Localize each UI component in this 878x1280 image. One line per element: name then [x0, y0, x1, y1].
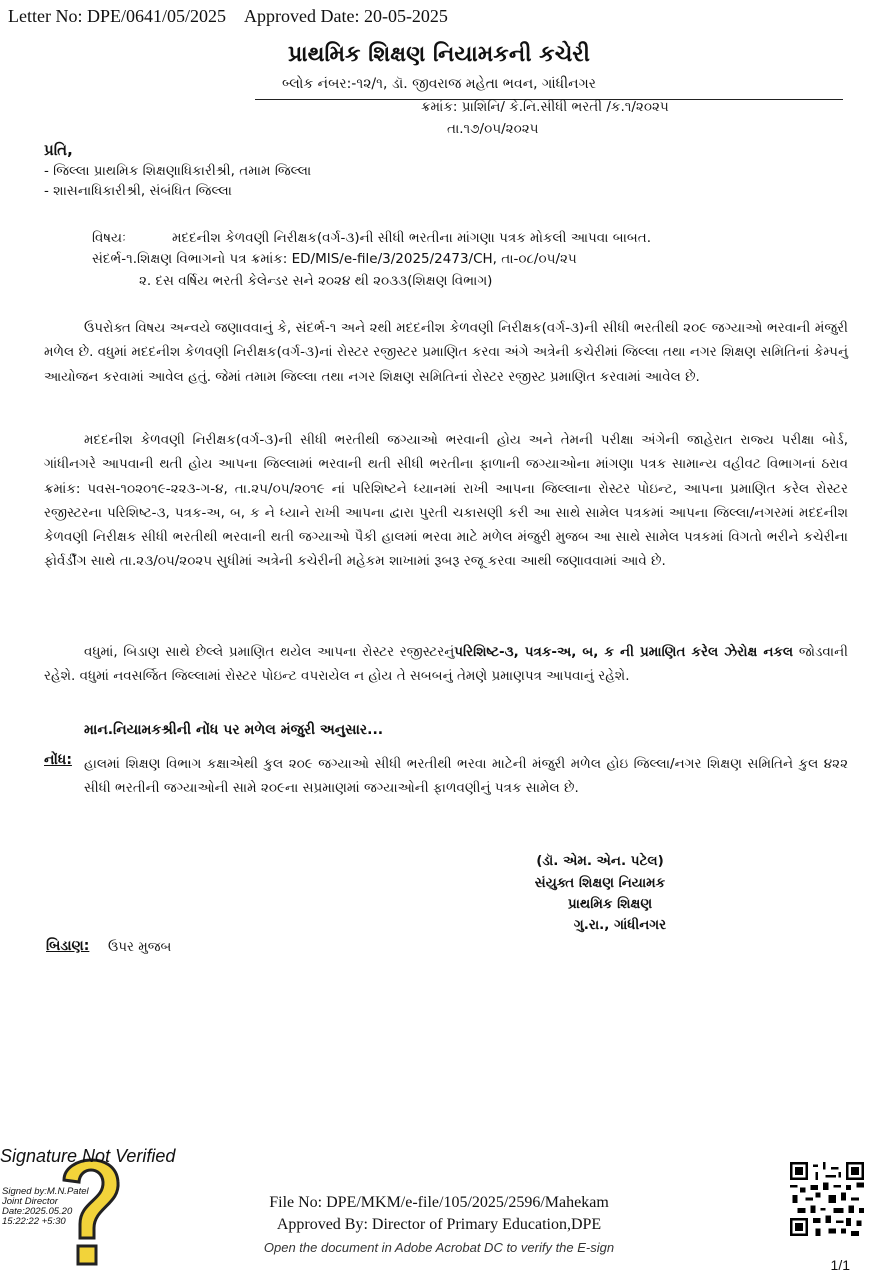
enclosure-label: બિડાણ: — [46, 938, 90, 954]
signature-status: Signature Not Verified — [0, 1146, 176, 1166]
approved-by: Approved By: Director of Primary Education,DPE — [276, 1216, 602, 1233]
page-number: 1/1 — [830, 1257, 850, 1273]
signatory-designation: સંયુક્ત શિક્ષણ નિયામક — [534, 875, 666, 891]
subject-label: વિષયઃ — [92, 230, 126, 246]
approval-line: માન.નિયામકશ્રીની નોંધ પર મળેલ મંજુરી અનુસાર... — [84, 722, 384, 738]
signatory-place: ગુ.રા., ગાંધીનગર — [573, 917, 667, 933]
signatory-department: પ્રાથમિક શિક્ષણ — [567, 896, 653, 912]
recipient-heading: પ્રતિ, — [44, 141, 73, 159]
para3-text-a: વધુમાં, બિડાણ સાથે છેલ્લે પ્રમાણિત થયેલ આપના રોસ્ટર રજીસ્ટરનું — [84, 644, 455, 660]
body-paragraph-1: ઉપરોક્ત વિષય અન્વયે જણાવવાનું કે, સંદર્ભ-૧ અને ૨થી મદદનીશ કેળવણી નિરીક્ષક(વર્ગ-૩)ની સીધી ભરતીથી ૨૦૯ જગ્યાઓ ભરવાની મંજુરી મળેલ છે. વધુમાં મદદનીશ કેળવણી નિરીક્ષક(વર્ગ-૩)નાં રોસ્ટર રજીસ્ટર પ્રમાણિત કરવા અંગે અત્રેની કચેરીમાં જિલ્લા તથા નગર શિક્ષણ સમિતિનાં કેમ્પનું આયોજન કરવામાં આવેલ હતું. જેમાં તમામ જિલ્લા તથા નગર શિક્ષણ સમિતિનાં રોસ્ટર રજીસ્ટ પ્રમાણિત કરવામાં આવેલ છે. — [44, 320, 848, 385]
body-paragraph-3 — [44, 640, 848, 689]
subject-text: મદદનીશ કેળવણી નિરીક્ષક(વર્ગ-૩)ની સીધી ભરતીના માંગણા પત્રક મોકલી આપવા બાબત. — [172, 230, 652, 246]
enclosure-value: ઉપર મુજબ — [108, 939, 172, 955]
reference-1: સંદર્ભ-૧.શિક્ષણ વિભાગનો પત્ર ક્રમાંક: ED/MIS/e-file/3/2025/2473/CH, તા-૦૮/૦૫/૨૫ — [92, 251, 577, 267]
reference-2: ૨. દસ વર્ષિય ભરતી કેલેન્ડર સને ૨૦૨૪ થી ૨૦૩૩(શિક્ષણ વિભાગ) — [139, 273, 493, 289]
note-text: હાલમાં શિક્ષણ વિભાગ કક્ષાએથી કુલ ૨૦૯ જગ્યાઓ સીધી ભરતીથી ભરવા માટેની મંજુરી મળેલ હોઇ જિલ્લા/નગર શિક્ષણ સમિતિને કુલ ૪૨૨ સીધી ભરતીની જગ્યાઓની સામે ૨૦૯ના સપ્રમાણમાં જગ્યાઓની ફાળવણીનું પત્રક સામેલ છે. — [84, 756, 848, 796]
sign-date: Date:2025.05.20 — [2, 1206, 73, 1217]
letter-date: તા.૧૭/૦૫/૨૦૨૫ — [447, 121, 539, 137]
para3-bold-text: પરિશિષ્ટ-૩, પત્રક-અ, બ, ક ની પ્રમાણિત કરેલ ઝેરોક્ષ નકલ — [454, 644, 794, 660]
body-paragraph-2: મદદનીશ કેળવણી નિરીક્ષક(વર્ગ-૩)ની સીધી ભરતીથી જગ્યાઓ ભરવાની હોય અને તેમની પરીક્ષા અંગેની જાહેરાત રાજ્ય પરીક્ષા બોર્ડ, ગાંધીનગરે આપવાની થતી હોય આપના જિલ્લામાં ભરવાની થતી સીધી ભરતીના ફાળાની જગ્યાઓના માંગણા પત્રક સામાન્ય વહીવટ વિભાગનાં ઠરાવ ક્રમાંક: પવસ-૧૦૨૦૧૯-૨૨૩-ગ-૪, તા.૨૫/૦૫/૨૦૧૯ નાં પરિશિષ્ટને ધ્યાનમાં રાખી આપના જિલ્લાના રોસ્ટર પોઇન્ટ, આપના પ્રમાણિત કરેલ રોસ્ટર રજીસ્ટરના પરિશિષ્ટ-૩, પત્રક-અ, બ, ક ને ધ્યાને રાખી આપના દ્વારા પુરતી ચકાસણી કરી આ સાથે સામેલ પત્રકમાં આપના જિલ્લા/નગરમાં મદદનીશ કેળવણી નિરીક્ષક સીધી ભરતીથી ભરવાની થતી જગ્યાઓ પૈકી હાલમાં ભરવા માટે મળેલ મંજુરી મુજબ આ સાથે સામેલ પત્રકમાં વિગતો ભરીને કચેરીના ફોર્વર્ડીંગ સાથે તા.૨૩/૦૫/૨૦૨૫ સુધીમાં અત્રેની કચેરીની મહેકમ શાખામાં રૂબરૂ રજૂ કરવા આથી જણાવવામાં આવે છે. — [44, 432, 848, 570]
qr-code-icon[interactable] — [790, 1162, 864, 1236]
file-number: File No: DPE/MKM/e-file/105/2025/2596/Mahekam — [269, 1194, 609, 1211]
letter-header — [8, 6, 466, 27]
approved-date: Approved Date: 20-05-2025 — [243, 6, 448, 26]
sign-time: 15:22:22 +5:30 — [2, 1216, 66, 1227]
letter-number: Letter No: DPE/0641/05/2025 — [8, 6, 226, 26]
recipient-item: - જિલ્લા પ્રાથમિક શિક્ષણાધિકારીશ્રી, તમામ જિલ્લા — [44, 163, 312, 179]
verify-note: Open the document in Adobe Acrobat DC to verify the E-sign — [263, 1240, 615, 1255]
para3-text-c: જોડવાની રહેશે. વધુમાં નવસર્જિત જિલ્લામાં રોસ્ટર પોઇન્ટ વપરાયેલ ન હોય તે સબબનું તેમણે પ્રમાણપત્ર આપવાનું રહેશે. — [44, 644, 849, 685]
recipient-item: - શાસનાધિકારીશ્રી, સંબંધિત જિલ્લા — [44, 183, 232, 199]
office-name: પ્રાથમિક શિક્ષણ નિયામકની કચેરી — [288, 42, 590, 67]
office-address: બ્લોક નંબર:-૧૨/૧, ડૉ. જીવરાજ મહેતા ભવન, ગાંધીનગર — [282, 76, 596, 92]
signatory-name: (ડૉ. એમ. એન. પટેલ) — [536, 853, 664, 869]
reference-number: ક્રમાંક: પ્રાશિનિ/ કે.નિ.સીધી ભરતી /ક.૧/૨૦૨૫ — [421, 99, 669, 115]
note-label: નોંધ: — [44, 752, 72, 768]
signer-role: Joint Director — [2, 1196, 58, 1207]
signed-by: Signed by:M.N.Patel — [2, 1186, 89, 1197]
